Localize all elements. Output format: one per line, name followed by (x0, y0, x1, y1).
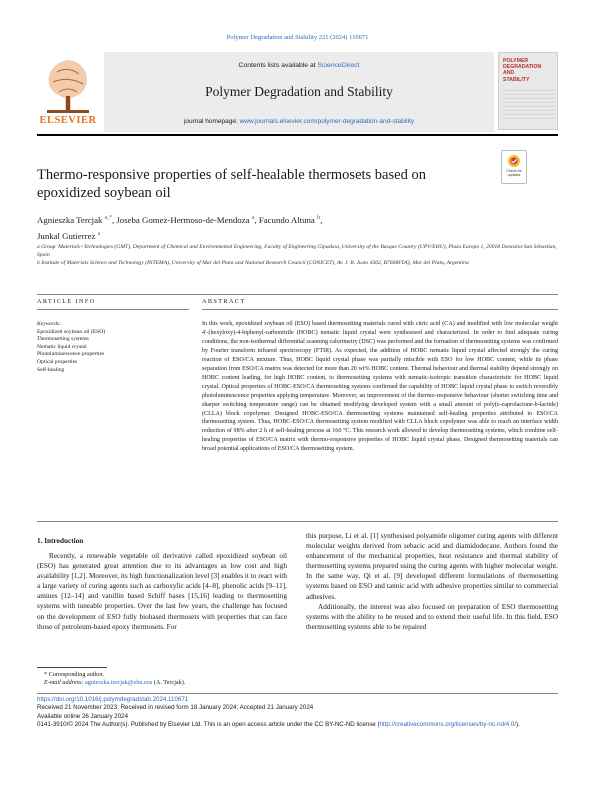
article-info-heading: ARTICLE INFO (37, 298, 96, 305)
license-line (37, 721, 558, 729)
abstract-heading: ABSTRACT (202, 298, 246, 305)
cover-title-line: DEGRADATION (503, 64, 542, 71)
license-prefix: 0141-3910/© 2024 The Author(s). Published by Elsevier Ltd. This is an open access article under the CC BY-NC-ND license ( (37, 721, 380, 729)
keyword: Optical properties (37, 358, 78, 365)
available-online: Available online 26 January 2024 (37, 712, 129, 720)
check-updates-label-2: updates (507, 173, 521, 177)
sciencedirect-link[interactable]: ScienceDirect (317, 62, 360, 69)
homepage-link[interactable]: www.journals.elsevier.com/polymer-degradation-and-stability (239, 118, 415, 125)
article-footer (37, 696, 558, 730)
footnote-rule (37, 667, 107, 668)
contents-prefix: Contents lists available at (238, 62, 318, 69)
keywords-label: Keywords: (37, 321, 62, 327)
publisher-wordmark: ELSEVIER (39, 115, 97, 126)
affiliations (37, 243, 557, 267)
check-for-updates-button[interactable] (501, 150, 527, 184)
check-updates-icon (507, 154, 521, 168)
elsevier-logo (37, 52, 99, 130)
intro-right-column (306, 531, 558, 632)
divider (202, 309, 558, 310)
footnotes (44, 671, 544, 688)
license-suffix: ). (516, 721, 520, 729)
authors-line-2[interactable]: Junkal Gutierrez $^a$ (37, 230, 101, 241)
divider (37, 294, 558, 295)
keyword: Thermosetting systems (37, 336, 89, 343)
divider (37, 309, 189, 310)
keyword: Photoluminescence properties (37, 351, 105, 358)
corresponding-author-note: * Corresponding author. (44, 671, 104, 678)
license-link[interactable]: http://creativecommons.org/licenses/by-nc-nd/4.0/ (379, 721, 517, 729)
affiliation-b: b Institute of Materials Science and Technology (INTEMA), University of Mar del Plata and National Research Council (CONICET), Av. J. B. Justo 4302, B7608FDQ, Mar del Plata, Argentina (37, 260, 469, 266)
article-title: Thermo-responsive properties of self-healable thermosets based on epoxidized soybean oil (37, 167, 426, 201)
email-link[interactable]: agnieszka.tercjak@ehu.eus (85, 679, 153, 687)
intro-right-paragraph: this purpose, Li et al. [1] synthesised polyamide oligomer curing agents with different molecular weights derived from sebacic acid and diamidodecane. Authors found the enhancement of the mechanical properties, heat resistance and thermal stability of thermosetting systems prepared using the curing agents with higher molecular weight. In the same way, Qi et al. [9] developed different formulations of thermosetting systems based on ESO and tannic acid with adhesive properties similar to commercial adhesives. (306, 532, 558, 601)
journal-citation-text[interactable]: Polymer Degradation and Stability 221 (2024) 110671 (226, 34, 369, 41)
intro-right-paragraph-2: Additionally, the interest was also focused on preparation of ESO thermosetting systems with the ability to be reused and to extend their useful life. In this field, ESO thermosetting systems able to be repaired (306, 602, 558, 631)
header-rule (37, 134, 558, 136)
email-prefix: E-mail address: (44, 679, 86, 687)
homepage-prefix: journal homepage: (183, 118, 240, 125)
cover-title (503, 58, 555, 83)
doi-link[interactable]: https://doi.org/10.1016/j.polymdegradstab.2024.110671 (37, 696, 189, 703)
cover-image (503, 89, 555, 119)
email-note (44, 679, 544, 687)
abstract-text: In this work, epoxidized soybean oil (ESO) based thermosetting materials cured with citric acid (CA) and modified with low molecular weight 4′-(hexyloxy)-4-biphenyl-carbonitrile (HOBC) nematic liquid crystal were synthesised and characterized. In order to find adequate curing conditions, the non-isothermal differential scanning calorimetry (DSC) was performed and the formation of thermosetting systems was confirmed by Fourier transform infrared spectroscopy (FTIR). As expected, the addition of HOBC nematic liquid crystal affected strongly the curing reaction of ESO/CA mixture. Thus, HOBC liquid crystal phase was partially miscible with ESO for low HOBC content, while its phase separation from ESO/CA matrix was detected for more than 20 wt% HOBC content. Thermal behaviour and thermal stability depend strongly on HOBC content leading, for high HOBC content, to thermosetting systems with nematic-isotropic transition characteristic for HOBC liquid crystal. Optical properties of HOBC-ESO/CA thermosetting systems confirmed the capability of HOBC liquid crystal phase to switch reversibly photoluminescence properties applying temperature. Moreover, an improvement of the thermo-responsive behaviour (shorter switching time and sharper switching temperature range) can be obtained modifying developed system with a small amount of poly(ε-caprolactone-b-lactide) (CLLA) block copolymer. Designed HOBC-ESO/CA thermosetting systems maintained self-healing properties attributed to ESO/CA thermosetting system. Thus, HOBC-ESO/CA thermosetting system modified with CLLA block copolymer was able to reach an interface width reduction of 98% after 2 h of self-healing process at 160 °C. This research work allowed to develop thermosetting systems, which combine self-healing properties of ESO/CA matrix with thermo-responsive properties of HOBC liquid crystal phase. Designed thermosetting materials can broad potential applications of ESO/CA thermosetting system. (202, 321, 558, 453)
cover-title-line: POLYMER (503, 58, 529, 64)
keywords-block (37, 321, 189, 374)
homepage-line (104, 118, 494, 125)
journal-title: Polymer Degradation and Stability (205, 84, 393, 99)
keyword: Nematic liquid crystal (37, 343, 87, 350)
divider (37, 521, 558, 522)
keyword: Self-healing (37, 366, 65, 373)
authors-line[interactable]: Agnieszka Tercjak $^{a,*}$, Joseba Gomez-Hermoso-de-Mendoza $^a$, Facundo Altuna $^b$, (37, 214, 323, 225)
cover-title-line: AND (503, 70, 515, 77)
keyword: Epoxidized soybean oil (ESO) (37, 328, 106, 335)
cover-title-line: STABILITY (503, 76, 530, 83)
received-dates: Received 21 November 2023; Received in revised form 18 January 2024; Accepted 21 January 2024 (37, 704, 314, 712)
affiliation-a: a Group 'Materials+Technologies (GMT), Department of Chemical and Environmental Engineering, Faculty of Engineering Gipuzkoa, University of the Basque Country (UPV/EHU), Plaza Europa 1, 20018 Donostia-San Sebastian, Spain (37, 244, 557, 258)
journal-cover-thumbnail (498, 52, 558, 130)
intro-heading: 1. Introduction (37, 537, 84, 545)
intro-left-column: Recently, a renewable vegetable oil derivative called epoxidized soybean oil (ESO) has generated great attention due to its advantages as low cost and high availability [1,2]. Moreover, its high functionalization level [3] enables it to react with a large variety of curing agents such as carboxylic acids [4–8], phenolic acids [9–11], amines [12–14] and vanillin based Schiff bases [15,16] leading to thermosetting systems with tuneable properties. Over the last few years, the challenge has focused on the development of ESO fully biobased thermosets with properties that can face those of petroleum-based epoxy thermosets. For (37, 552, 287, 631)
journal-citation-line[interactable] (0, 34, 595, 41)
email-suffix: (A. Tercjak). (152, 679, 186, 687)
contents-line (104, 62, 494, 69)
check-updates-label: Check for (506, 169, 522, 173)
author-list (37, 211, 557, 243)
divider (37, 693, 558, 694)
